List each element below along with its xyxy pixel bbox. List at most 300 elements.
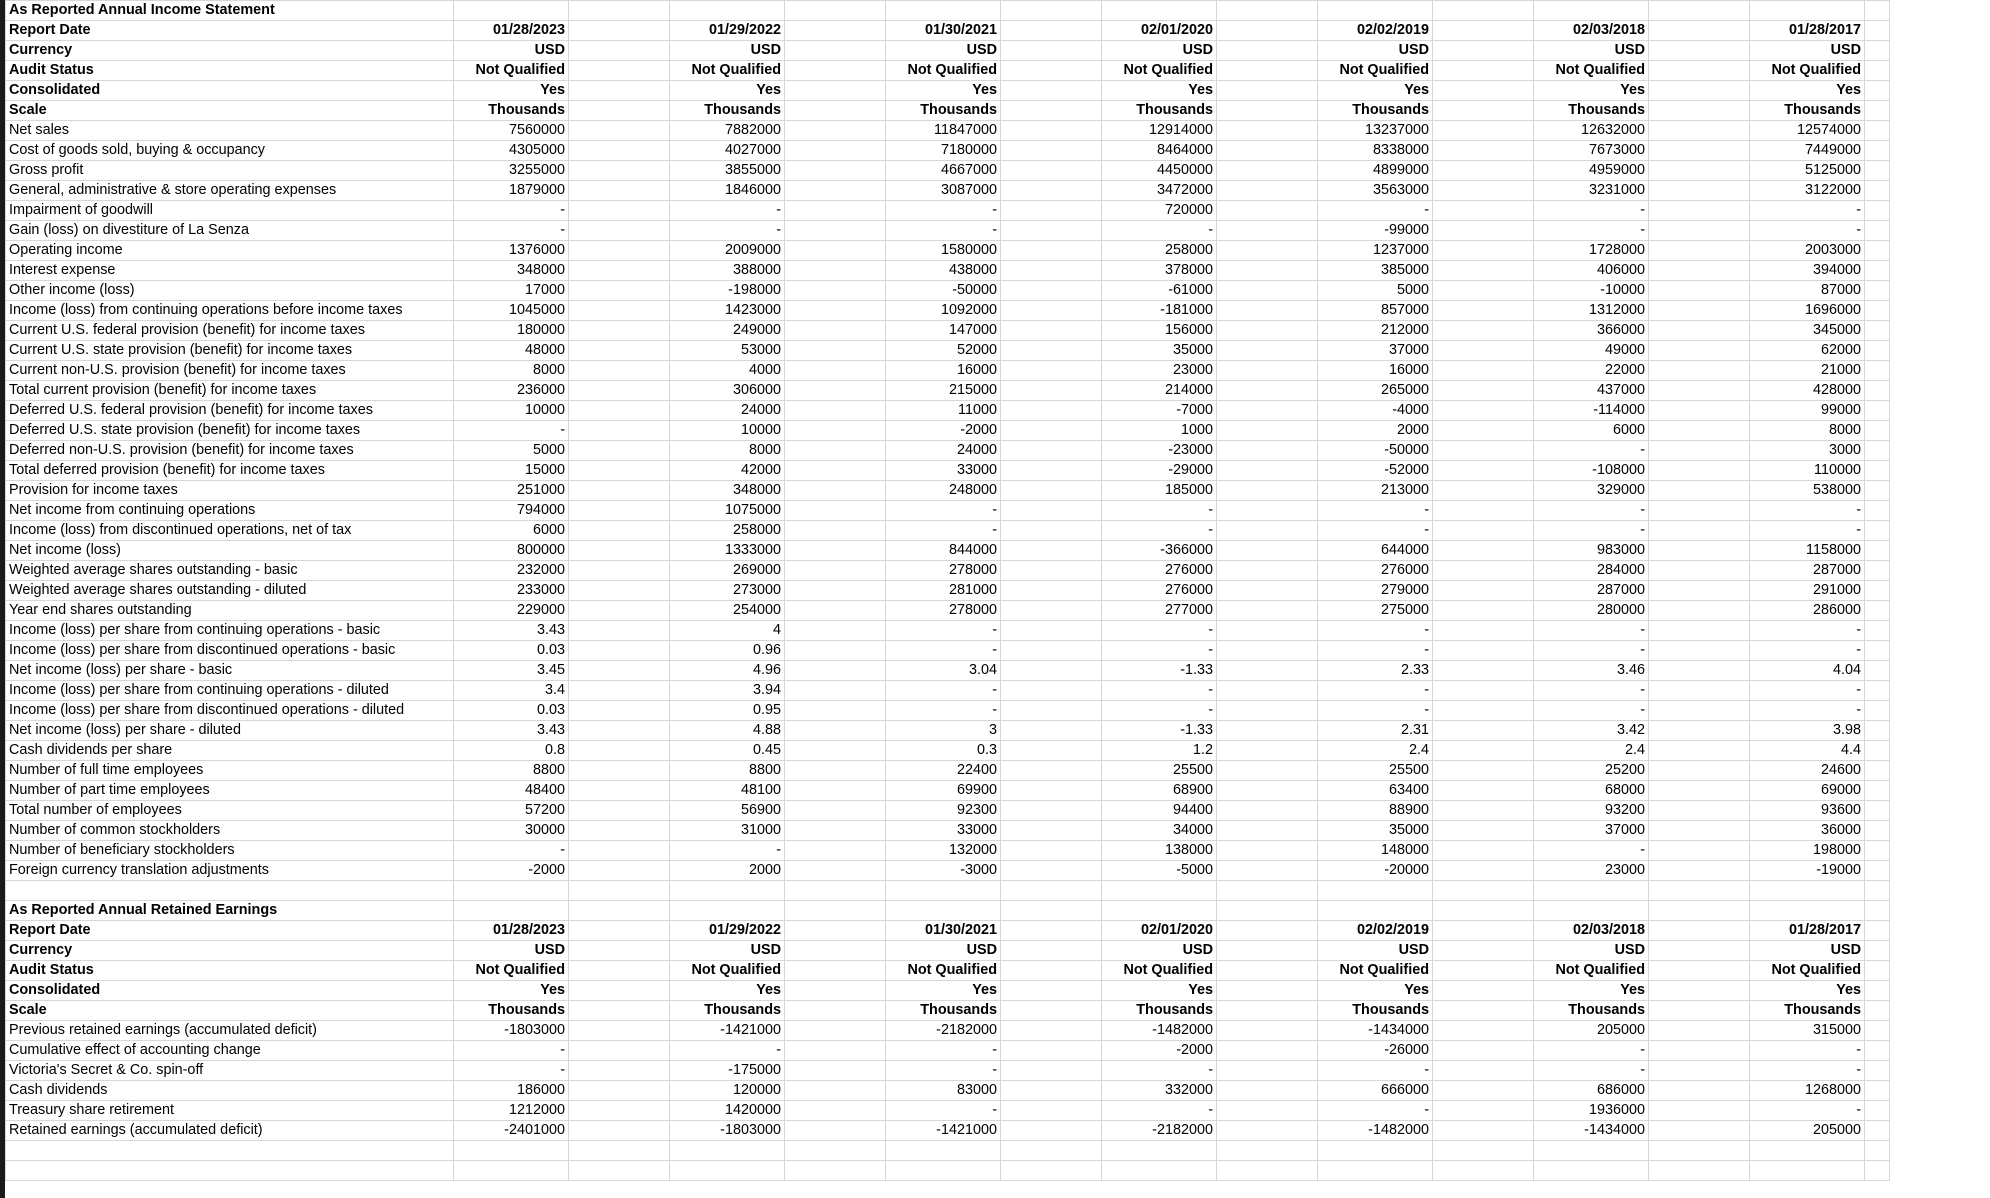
header-value[interactable]: USD xyxy=(886,941,1001,961)
value-cell[interactable]: 42000 xyxy=(670,461,785,481)
row-label[interactable]: Number of beneficiary stockholders xyxy=(6,841,454,861)
spacer-cell[interactable] xyxy=(1217,381,1318,401)
value-cell[interactable]: - xyxy=(1318,681,1433,701)
value-cell[interactable]: 1728000 xyxy=(1534,241,1649,261)
value-cell[interactable]: 3087000 xyxy=(886,181,1001,201)
row-label[interactable]: Deferred U.S. federal provision (benefit) for income taxes xyxy=(6,401,454,421)
spacer-cell[interactable] xyxy=(1217,441,1318,461)
value-cell[interactable]: - xyxy=(1534,221,1649,241)
header-value[interactable]: Thousands xyxy=(454,101,569,121)
header-value[interactable]: USD xyxy=(1318,41,1433,61)
value-cell[interactable]: 4667000 xyxy=(886,161,1001,181)
value-cell[interactable]: 345000 xyxy=(1750,321,1865,341)
value-cell[interactable]: 254000 xyxy=(670,601,785,621)
header-value[interactable]: USD xyxy=(1102,41,1217,61)
spacer-cell[interactable] xyxy=(1865,461,1890,481)
value-cell[interactable]: -1421000 xyxy=(670,1021,785,1041)
value-cell[interactable]: 5000 xyxy=(454,441,569,461)
value-cell[interactable]: 6000 xyxy=(1534,421,1649,441)
value-cell[interactable]: 284000 xyxy=(1534,561,1649,581)
value-cell[interactable]: - xyxy=(670,201,785,221)
spacer-cell[interactable] xyxy=(569,441,670,461)
spacer-cell[interactable] xyxy=(1649,1041,1750,1061)
empty-cell[interactable] xyxy=(1649,1141,1750,1161)
empty-cell[interactable] xyxy=(670,881,785,901)
row-label[interactable]: Current U.S. state provision (benefit) for income taxes xyxy=(6,341,454,361)
header-value[interactable]: Not Qualified xyxy=(886,61,1001,81)
spacer-cell[interactable] xyxy=(785,521,886,541)
header-value[interactable]: 01/28/2023 xyxy=(454,921,569,941)
value-cell[interactable]: 281000 xyxy=(886,581,1001,601)
empty-cell[interactable] xyxy=(670,901,785,921)
spacer-cell[interactable] xyxy=(1001,81,1102,101)
spacer-cell[interactable] xyxy=(569,1061,670,1081)
header-value[interactable]: Thousands xyxy=(454,1001,569,1021)
value-cell[interactable]: 251000 xyxy=(454,481,569,501)
spacer-cell[interactable] xyxy=(1217,21,1318,41)
spacer-cell[interactable] xyxy=(1001,621,1102,641)
spacer-cell[interactable] xyxy=(1649,621,1750,641)
spacer-cell[interactable] xyxy=(1433,1061,1534,1081)
spacer-cell[interactable] xyxy=(1217,701,1318,721)
spacer-cell[interactable] xyxy=(1217,121,1318,141)
spacer-cell[interactable] xyxy=(1865,261,1890,281)
value-cell[interactable]: 287000 xyxy=(1534,581,1649,601)
spacer-cell[interactable] xyxy=(1649,1021,1750,1041)
empty-cell[interactable] xyxy=(1001,881,1102,901)
value-cell[interactable]: -52000 xyxy=(1318,461,1433,481)
spacer-cell[interactable] xyxy=(785,561,886,581)
spacer-cell[interactable] xyxy=(785,481,886,501)
spacer-cell[interactable] xyxy=(1217,661,1318,681)
value-cell[interactable]: 7560000 xyxy=(454,121,569,141)
value-cell[interactable]: 83000 xyxy=(886,1081,1001,1101)
header-value[interactable]: Thousands xyxy=(1750,1001,1865,1021)
spacer-cell[interactable] xyxy=(1433,461,1534,481)
value-cell[interactable]: 87000 xyxy=(1750,281,1865,301)
value-cell[interactable]: 6000 xyxy=(454,521,569,541)
value-cell[interactable]: 110000 xyxy=(1750,461,1865,481)
spacer-cell[interactable] xyxy=(1001,1001,1102,1021)
spacer-cell[interactable] xyxy=(569,821,670,841)
row-label[interactable]: Net sales xyxy=(6,121,454,141)
value-cell[interactable]: - xyxy=(886,641,1001,661)
spacer-cell[interactable] xyxy=(1217,1121,1318,1141)
spacer-cell[interactable] xyxy=(1001,181,1102,201)
spacer-cell[interactable] xyxy=(1217,201,1318,221)
spacer-cell[interactable] xyxy=(785,721,886,741)
value-cell[interactable]: 229000 xyxy=(454,601,569,621)
spacer-cell[interactable] xyxy=(1001,981,1102,1001)
value-cell[interactable]: 275000 xyxy=(1318,601,1433,621)
header-value[interactable]: Not Qualified xyxy=(454,61,569,81)
header-value[interactable]: 02/01/2020 xyxy=(1102,921,1217,941)
value-cell[interactable]: 3231000 xyxy=(1534,181,1649,201)
spacer-cell[interactable] xyxy=(1433,801,1534,821)
value-cell[interactable]: 7180000 xyxy=(886,141,1001,161)
spacer-cell[interactable] xyxy=(1649,441,1750,461)
spacer-cell[interactable] xyxy=(569,721,670,741)
empty-cell[interactable] xyxy=(569,881,670,901)
spacer-cell[interactable] xyxy=(569,321,670,341)
value-cell[interactable]: 3.42 xyxy=(1534,721,1649,741)
header-value[interactable]: Thousands xyxy=(1534,1001,1649,1021)
spacer-cell[interactable] xyxy=(785,761,886,781)
empty-cell[interactable] xyxy=(1649,1,1750,21)
empty-cell[interactable] xyxy=(1433,881,1534,901)
empty-cell[interactable] xyxy=(1318,1161,1433,1181)
spacer-cell[interactable] xyxy=(1865,721,1890,741)
spacer-cell[interactable] xyxy=(569,1021,670,1041)
spacer-cell[interactable] xyxy=(1001,121,1102,141)
value-cell[interactable]: -23000 xyxy=(1102,441,1217,461)
spacer-cell[interactable] xyxy=(1649,21,1750,41)
spacer-cell[interactable] xyxy=(1865,41,1890,61)
value-cell[interactable]: - xyxy=(1318,701,1433,721)
spacer-cell[interactable] xyxy=(1433,701,1534,721)
value-cell[interactable]: 1045000 xyxy=(454,301,569,321)
row-label[interactable]: Current non-U.S. provision (benefit) for income taxes xyxy=(6,361,454,381)
value-cell[interactable]: 35000 xyxy=(1102,341,1217,361)
header-value[interactable]: Thousands xyxy=(1318,101,1433,121)
spacer-cell[interactable] xyxy=(1433,581,1534,601)
value-cell[interactable]: 12914000 xyxy=(1102,121,1217,141)
spacer-cell[interactable] xyxy=(1649,41,1750,61)
spacer-cell[interactable] xyxy=(1649,121,1750,141)
row-label[interactable]: Net income from continuing operations xyxy=(6,501,454,521)
spacer-cell[interactable] xyxy=(569,541,670,561)
empty-cell[interactable] xyxy=(670,1141,785,1161)
spacer-cell[interactable] xyxy=(1001,141,1102,161)
value-cell[interactable]: 24000 xyxy=(670,401,785,421)
spacer-cell[interactable] xyxy=(785,461,886,481)
value-cell[interactable]: - xyxy=(1318,521,1433,541)
spacer-cell[interactable] xyxy=(1001,961,1102,981)
spacer-cell[interactable] xyxy=(785,1021,886,1041)
row-label[interactable]: Interest expense xyxy=(6,261,454,281)
spacer-cell[interactable] xyxy=(785,1081,886,1101)
value-cell[interactable]: 348000 xyxy=(454,261,569,281)
empty-cell[interactable] xyxy=(1649,901,1750,921)
spacer-cell[interactable] xyxy=(1217,1041,1318,1061)
spacer-cell[interactable] xyxy=(785,201,886,221)
header-value[interactable]: 02/02/2019 xyxy=(1318,21,1433,41)
spacer-cell[interactable] xyxy=(569,1121,670,1141)
spacer-cell[interactable] xyxy=(1865,161,1890,181)
value-cell[interactable]: 4.96 xyxy=(670,661,785,681)
spacer-cell[interactable] xyxy=(1001,301,1102,321)
value-cell[interactable]: -5000 xyxy=(1102,861,1217,881)
spacer-cell[interactable] xyxy=(1649,981,1750,1001)
value-cell[interactable]: 36000 xyxy=(1750,821,1865,841)
spacer-cell[interactable] xyxy=(1433,661,1534,681)
value-cell[interactable]: 258000 xyxy=(670,521,785,541)
value-cell[interactable]: 16000 xyxy=(886,361,1001,381)
spacer-cell[interactable] xyxy=(569,41,670,61)
spacer-cell[interactable] xyxy=(1217,141,1318,161)
spacer-cell[interactable] xyxy=(785,221,886,241)
value-cell[interactable]: 3.43 xyxy=(454,621,569,641)
spacer-cell[interactable] xyxy=(1649,1061,1750,1081)
value-cell[interactable]: 37000 xyxy=(1534,821,1649,841)
value-cell[interactable]: 68000 xyxy=(1534,781,1649,801)
spacer-cell[interactable] xyxy=(1001,921,1102,941)
spacer-cell[interactable] xyxy=(1433,401,1534,421)
empty-cell[interactable] xyxy=(569,1,670,21)
spacer-cell[interactable] xyxy=(569,381,670,401)
value-cell[interactable]: 258000 xyxy=(1102,241,1217,261)
value-cell[interactable]: 329000 xyxy=(1534,481,1649,501)
spacer-cell[interactable] xyxy=(569,121,670,141)
spacer-cell[interactable] xyxy=(1649,461,1750,481)
empty-cell[interactable] xyxy=(1534,1,1649,21)
header-value[interactable]: Yes xyxy=(454,981,569,1001)
value-cell[interactable]: 147000 xyxy=(886,321,1001,341)
header-value[interactable]: Not Qualified xyxy=(1534,61,1649,81)
value-cell[interactable]: - xyxy=(1750,501,1865,521)
value-cell[interactable]: 69900 xyxy=(886,781,1001,801)
value-cell[interactable]: 48000 xyxy=(454,341,569,361)
spacer-cell[interactable] xyxy=(1433,561,1534,581)
section-title[interactable]: As Reported Annual Income Statement xyxy=(6,1,454,21)
value-cell[interactable]: -10000 xyxy=(1534,281,1649,301)
spacer-cell[interactable] xyxy=(1865,81,1890,101)
value-cell[interactable]: 438000 xyxy=(886,261,1001,281)
value-cell[interactable]: 8000 xyxy=(454,361,569,381)
value-cell[interactable]: -99000 xyxy=(1318,221,1433,241)
value-cell[interactable]: 5125000 xyxy=(1750,161,1865,181)
value-cell[interactable]: 2000 xyxy=(1318,421,1433,441)
value-cell[interactable]: 3.94 xyxy=(670,681,785,701)
value-cell[interactable]: 48100 xyxy=(670,781,785,801)
header-value[interactable]: Yes xyxy=(886,81,1001,101)
spacer-cell[interactable] xyxy=(785,41,886,61)
spacer-cell[interactable] xyxy=(569,841,670,861)
spacer-cell[interactable] xyxy=(569,861,670,881)
spacer-cell[interactable] xyxy=(785,381,886,401)
spacer-cell[interactable] xyxy=(1649,841,1750,861)
spacer-cell[interactable] xyxy=(785,61,886,81)
empty-cell[interactable] xyxy=(886,881,1001,901)
row-label[interactable]: Income (loss) from discontinued operations, net of tax xyxy=(6,521,454,541)
empty-cell[interactable] xyxy=(1217,1141,1318,1161)
value-cell[interactable]: - xyxy=(1534,1041,1649,1061)
empty-cell[interactable] xyxy=(785,1,886,21)
value-cell[interactable]: 3 xyxy=(886,721,1001,741)
value-cell[interactable]: 269000 xyxy=(670,561,785,581)
spacer-cell[interactable] xyxy=(1865,581,1890,601)
header-value[interactable]: Not Qualified xyxy=(670,61,785,81)
value-cell[interactable]: 278000 xyxy=(886,561,1001,581)
spacer-cell[interactable] xyxy=(1217,181,1318,201)
spacer-cell[interactable] xyxy=(785,421,886,441)
value-cell[interactable]: 2.31 xyxy=(1318,721,1433,741)
value-cell[interactable]: 30000 xyxy=(454,821,569,841)
spacer-cell[interactable] xyxy=(1865,361,1890,381)
row-label[interactable]: Cash dividends per share xyxy=(6,741,454,761)
header-value[interactable]: Not Qualified xyxy=(1534,961,1649,981)
value-cell[interactable]: 857000 xyxy=(1318,301,1433,321)
value-cell[interactable]: 4000 xyxy=(670,361,785,381)
spacer-cell[interactable] xyxy=(1433,1001,1534,1021)
header-value[interactable]: USD xyxy=(1534,41,1649,61)
spacer-cell[interactable] xyxy=(1433,41,1534,61)
spacer-cell[interactable] xyxy=(1001,761,1102,781)
value-cell[interactable]: 53000 xyxy=(670,341,785,361)
spacer-cell[interactable] xyxy=(569,561,670,581)
spacer-cell[interactable] xyxy=(1217,961,1318,981)
spacer-cell[interactable] xyxy=(569,681,670,701)
spacer-cell[interactable] xyxy=(1865,1121,1890,1141)
spacer-cell[interactable] xyxy=(785,261,886,281)
value-cell[interactable]: 33000 xyxy=(886,821,1001,841)
spacer-cell[interactable] xyxy=(1001,821,1102,841)
value-cell[interactable]: 12574000 xyxy=(1750,121,1865,141)
spacer-cell[interactable] xyxy=(785,1101,886,1121)
row-label[interactable]: Total number of employees xyxy=(6,801,454,821)
spacer-cell[interactable] xyxy=(785,1001,886,1021)
spacer-cell[interactable] xyxy=(1433,201,1534,221)
value-cell[interactable]: 3122000 xyxy=(1750,181,1865,201)
value-cell[interactable]: 10000 xyxy=(670,421,785,441)
spacer-cell[interactable] xyxy=(1217,641,1318,661)
spacer-cell[interactable] xyxy=(1217,581,1318,601)
row-label[interactable]: Income (loss) per share from discontinued operations - basic xyxy=(6,641,454,661)
empty-cell[interactable] xyxy=(1750,1161,1865,1181)
spacer-cell[interactable] xyxy=(1001,701,1102,721)
spacer-cell[interactable] xyxy=(1865,1001,1890,1021)
spacer-cell[interactable] xyxy=(785,701,886,721)
header-value[interactable]: USD xyxy=(1102,941,1217,961)
header-value[interactable]: 01/29/2022 xyxy=(670,921,785,941)
spacer-cell[interactable] xyxy=(569,401,670,421)
value-cell[interactable]: 17000 xyxy=(454,281,569,301)
spacer-cell[interactable] xyxy=(1649,481,1750,501)
value-cell[interactable]: 99000 xyxy=(1750,401,1865,421)
spacer-cell[interactable] xyxy=(1001,101,1102,121)
empty-cell[interactable] xyxy=(1318,1,1433,21)
value-cell[interactable]: - xyxy=(670,841,785,861)
empty-cell[interactable] xyxy=(1865,1141,1890,1161)
spacer-cell[interactable] xyxy=(1649,601,1750,621)
spacer-cell[interactable] xyxy=(1433,161,1534,181)
spacer-cell[interactable] xyxy=(1865,761,1890,781)
empty-cell[interactable] xyxy=(1865,881,1890,901)
header-value[interactable]: Not Qualified xyxy=(1750,961,1865,981)
value-cell[interactable]: 3855000 xyxy=(670,161,785,181)
value-cell[interactable]: -1.33 xyxy=(1102,721,1217,741)
spacer-cell[interactable] xyxy=(1001,681,1102,701)
row-label[interactable]: Previous retained earnings (accumulated deficit) xyxy=(6,1021,454,1041)
spacer-cell[interactable] xyxy=(1433,21,1534,41)
spacer-cell[interactable] xyxy=(1865,101,1890,121)
value-cell[interactable]: 2009000 xyxy=(670,241,785,261)
header-value[interactable]: USD xyxy=(670,941,785,961)
spacer-cell[interactable] xyxy=(1865,661,1890,681)
row-label[interactable]: Currency xyxy=(6,941,454,961)
spacer-cell[interactable] xyxy=(1433,601,1534,621)
empty-cell[interactable] xyxy=(886,1161,1001,1181)
spacer-cell[interactable] xyxy=(1433,921,1534,941)
row-label[interactable]: Consolidated xyxy=(6,981,454,1001)
empty-cell[interactable] xyxy=(886,1141,1001,1161)
header-value[interactable]: Not Qualified xyxy=(670,961,785,981)
header-value[interactable]: Yes xyxy=(1750,81,1865,101)
value-cell[interactable]: 21000 xyxy=(1750,361,1865,381)
empty-cell[interactable] xyxy=(670,1,785,21)
value-cell[interactable]: - xyxy=(886,1041,1001,1061)
spacer-cell[interactable] xyxy=(1649,161,1750,181)
spacer-cell[interactable] xyxy=(1217,61,1318,81)
spacer-cell[interactable] xyxy=(1865,741,1890,761)
empty-cell[interactable] xyxy=(454,1,569,21)
value-cell[interactable]: -2000 xyxy=(1102,1041,1217,1061)
spacer-cell[interactable] xyxy=(1217,81,1318,101)
row-label[interactable]: Net income (loss) per share - diluted xyxy=(6,721,454,741)
spacer-cell[interactable] xyxy=(569,1101,670,1121)
empty-cell[interactable] xyxy=(1318,881,1433,901)
empty-cell[interactable] xyxy=(1750,881,1865,901)
row-label[interactable]: Cost of goods sold, buying & occupancy xyxy=(6,141,454,161)
value-cell[interactable]: 332000 xyxy=(1102,1081,1217,1101)
empty-cell[interactable] xyxy=(1649,1161,1750,1181)
value-cell[interactable]: - xyxy=(886,681,1001,701)
spacer-cell[interactable] xyxy=(1865,861,1890,881)
value-cell[interactable]: 1423000 xyxy=(670,301,785,321)
spacer-cell[interactable] xyxy=(1001,1021,1102,1041)
spacer-cell[interactable] xyxy=(569,761,670,781)
spacer-cell[interactable] xyxy=(1433,821,1534,841)
spacer-cell[interactable] xyxy=(569,621,670,641)
value-cell[interactable]: 236000 xyxy=(454,381,569,401)
value-cell[interactable]: - xyxy=(1318,1061,1433,1081)
value-cell[interactable]: - xyxy=(1750,621,1865,641)
empty-cell[interactable] xyxy=(6,1161,454,1181)
row-label[interactable]: Net income (loss) per share - basic xyxy=(6,661,454,681)
spacer-cell[interactable] xyxy=(569,641,670,661)
value-cell[interactable]: - xyxy=(1102,501,1217,521)
empty-cell[interactable] xyxy=(454,1161,569,1181)
spacer-cell[interactable] xyxy=(1217,821,1318,841)
spacer-cell[interactable] xyxy=(1649,741,1750,761)
value-cell[interactable]: - xyxy=(1534,521,1649,541)
spacer-cell[interactable] xyxy=(1001,661,1102,681)
value-cell[interactable]: 7673000 xyxy=(1534,141,1649,161)
value-cell[interactable]: -50000 xyxy=(886,281,1001,301)
spacer-cell[interactable] xyxy=(785,1041,886,1061)
header-value[interactable]: Yes xyxy=(1318,981,1433,1001)
spacer-cell[interactable] xyxy=(1649,821,1750,841)
empty-cell[interactable] xyxy=(1433,901,1534,921)
spacer-cell[interactable] xyxy=(1433,721,1534,741)
spacer-cell[interactable] xyxy=(569,101,670,121)
value-cell[interactable]: 2.4 xyxy=(1318,741,1433,761)
spacer-cell[interactable] xyxy=(569,501,670,521)
spacer-cell[interactable] xyxy=(569,341,670,361)
value-cell[interactable]: 62000 xyxy=(1750,341,1865,361)
spacer-cell[interactable] xyxy=(785,341,886,361)
value-cell[interactable]: - xyxy=(886,621,1001,641)
value-cell[interactable]: 7449000 xyxy=(1750,141,1865,161)
spacer-cell[interactable] xyxy=(1649,221,1750,241)
value-cell[interactable]: - xyxy=(1318,201,1433,221)
empty-cell[interactable] xyxy=(886,901,1001,921)
value-cell[interactable]: - xyxy=(1102,681,1217,701)
value-cell[interactable]: - xyxy=(1102,641,1217,661)
spacer-cell[interactable] xyxy=(1433,481,1534,501)
row-label[interactable]: Audit Status xyxy=(6,961,454,981)
row-label[interactable]: Gain (loss) on divestiture of La Senza xyxy=(6,221,454,241)
